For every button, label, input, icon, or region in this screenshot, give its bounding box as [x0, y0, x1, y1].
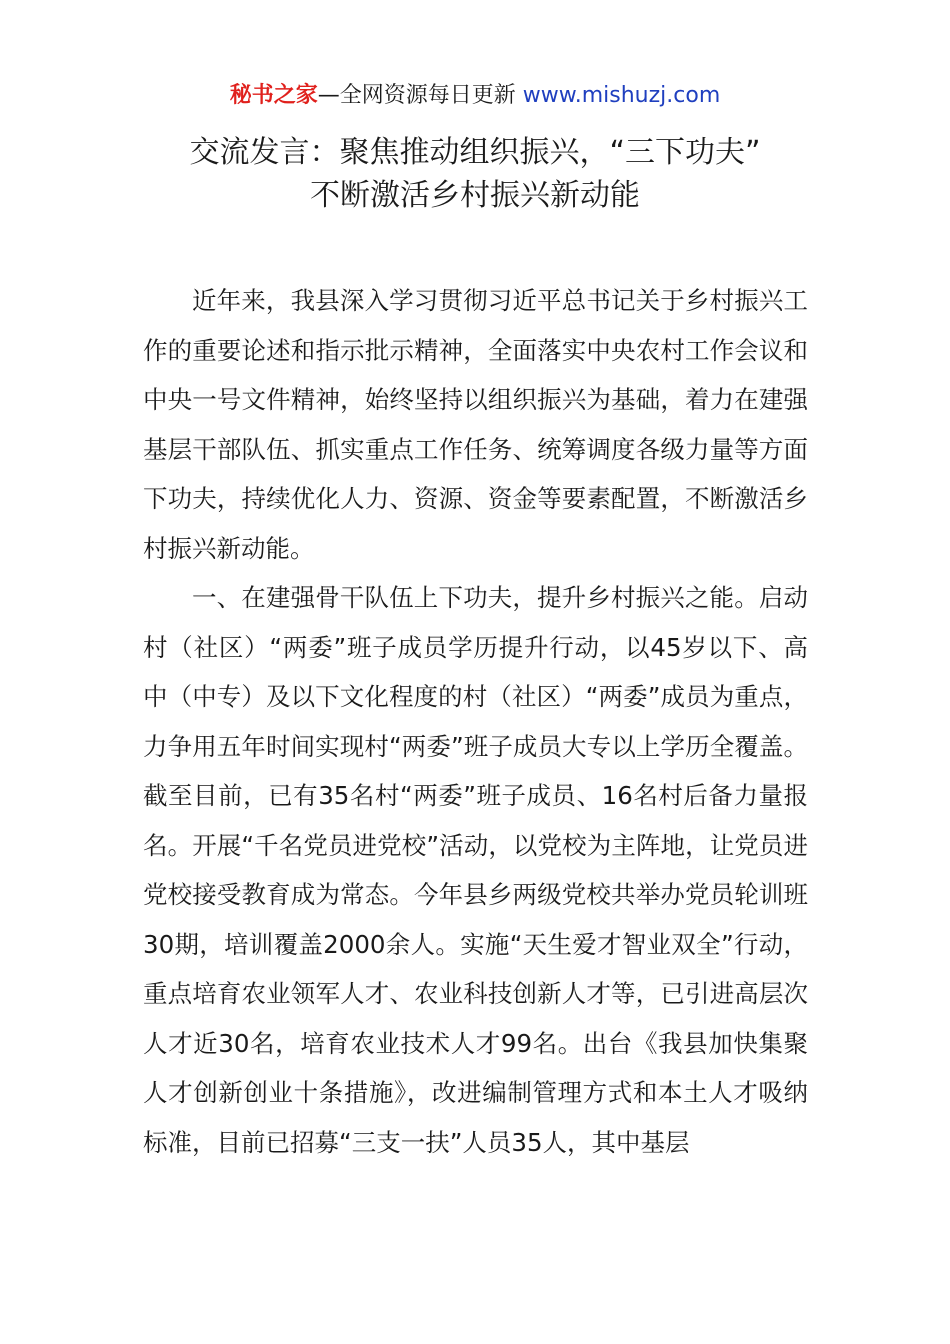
section-1-paragraph	[143, 573, 808, 1167]
intro-paragraph: 近年来，我县深入学习贯彻习近平总书记关于乡村振兴工作的重要论述和指示批示精神，全面落实中央农村工作会议和中央一号文件精神，始终坚持以组织振兴为基础，着力在建强基层干部队伍、抓实重点工作任务、统筹调度各级力量等方面下功夫，持续优化人力、资源、资金等要素配置，不断激活乡村振兴新动能。	[143, 286, 808, 563]
document-title-line-1: 交流发言：聚焦推动组织振兴，“三下功夫”	[189, 135, 761, 170]
section-1-heading: 一、在建强骨干队伍上下功夫，提升乡村振兴之能。	[192, 583, 759, 612]
document-title-line-2: 不断激活乡村振兴新动能	[310, 178, 640, 213]
site-tagline: —全网资源每日更新	[317, 83, 523, 108]
site-brand: 秘书之家	[229, 83, 318, 108]
site-url[interactable]: www.mishuzj.com	[522, 83, 721, 108]
site-banner	[0, 80, 950, 112]
document-body	[143, 276, 808, 1167]
section-1-body: 启动村（社区）“两委”班子成员学历提升行动，以45岁以下、高中（中专）及以下文化程度的村（社区）“两委”成员为重点，力争用五年时间实现村“两委”班子成员大专以上学历全覆盖。截至目前，已有35名村“两委”班子成员、16名村后备力量报名。开展“千名党员进党校”活动，以党校为主阵地，让党员进党校接受教育成为常态。今年县乡两级党校共举办党员轮训班30期，培训覆盖2000余人。实施“天生爱才智业双全”行动，重点培育农业领军人才、农业科技创新人才等，已引进高层次人才近30名，培育农业技术人才99名。出台《我县加快集聚人才创新创业十条措施》，改进编制管理方式和本土人才吸纳标准，目前已招募“三支一扶”人员35人，其中基层	[143, 583, 809, 1157]
